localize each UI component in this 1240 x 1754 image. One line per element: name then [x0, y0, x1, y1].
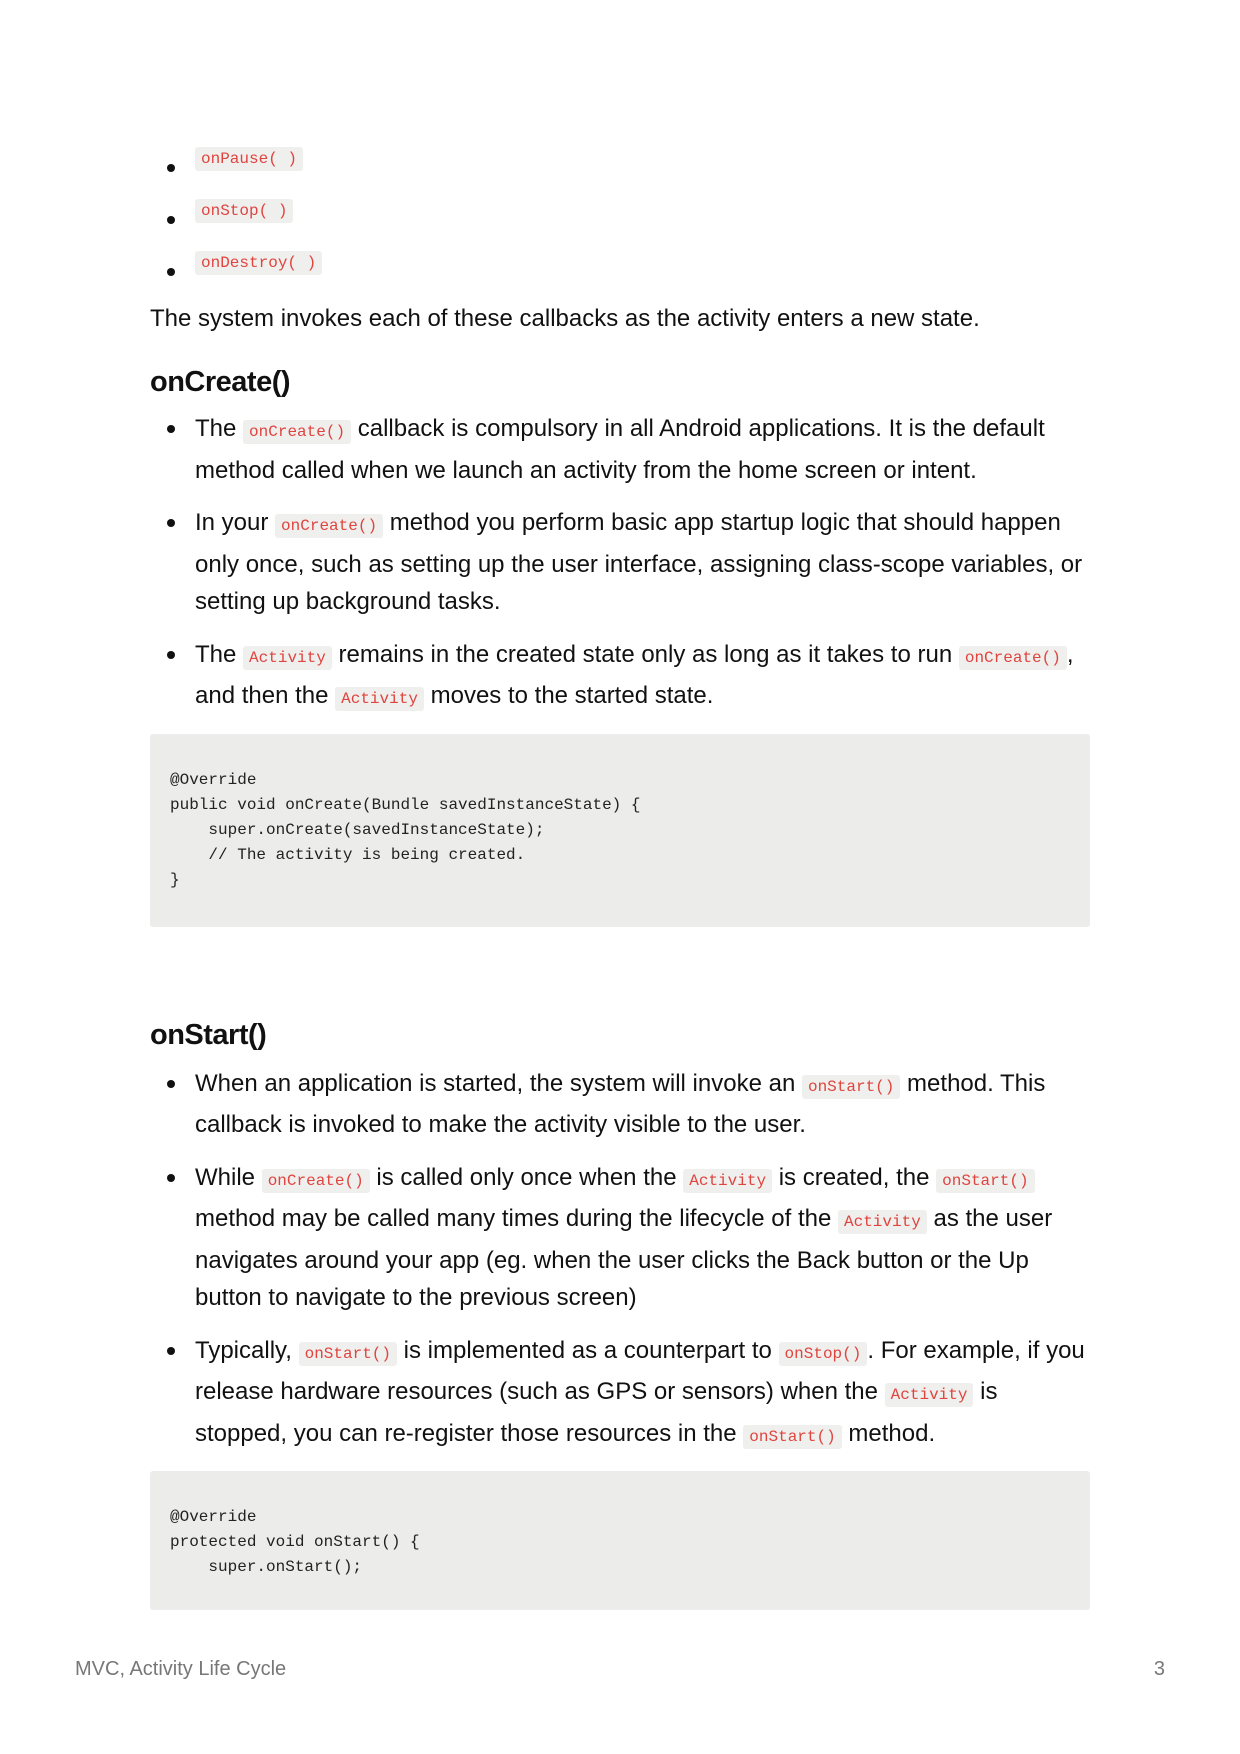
- inline-code: onCreate(): [275, 514, 383, 538]
- text: is created, the: [772, 1163, 937, 1191]
- text: The: [195, 415, 244, 442]
- text: In your: [195, 509, 276, 536]
- text: as the user navigates around your app (eg. when the user clicks the Back button or the Up button to navigate to the previous screen): [195, 1205, 1053, 1311]
- text: When an application is started, the system will invoke an: [195, 1069, 802, 1097]
- inline-code: onCreate(): [959, 646, 1067, 670]
- oncreate-code-block: @Override public void onCreate(Bundle savedInstanceState) { super.onCreate(savedInstanceState); // The activity is being created. }: [150, 734, 1090, 927]
- inline-code: onPause( ): [195, 147, 303, 171]
- inline-code: Activity: [243, 646, 332, 670]
- text: method you perform basic app startup logic that should happen only once, such as setting up the user interface, assigning class-scope variables, or setting up background tasks.: [195, 509, 1083, 615]
- text: While: [195, 1163, 262, 1191]
- text: method.: [841, 1419, 936, 1447]
- text: callback is compulsory in all Android applications. It is the default method called when we launch an activity from the home screen or intent.: [195, 415, 1045, 484]
- text: , and then the: [195, 640, 1074, 709]
- lifecycle-callback-list: [150, 150, 1090, 306]
- list-item: [150, 202, 1090, 254]
- text: The: [195, 640, 244, 668]
- onstart-code-block: @Override protected void onStart() { super.onStart();: [150, 1471, 1090, 1610]
- inline-code: onStop(): [779, 1342, 868, 1366]
- text: is called only once when the: [369, 1163, 684, 1191]
- inline-code: onDestroy( ): [195, 251, 322, 275]
- inline-code: Activity: [335, 687, 424, 711]
- list-item: [150, 254, 1090, 306]
- inline-code: onStart(): [802, 1075, 900, 1099]
- text: method may be called many times during the lifecycle of the: [195, 1205, 838, 1232]
- inline-code: onCreate(): [262, 1169, 370, 1193]
- list-item: [150, 1332, 1090, 1457]
- onstart-list: [150, 1065, 1090, 1457]
- onstart-heading: onStart(): [150, 1018, 267, 1051]
- inline-code: Activity: [885, 1383, 974, 1407]
- text: remains in the created state only as long as it takes to run: [331, 640, 959, 668]
- oncreate-list: [150, 410, 1090, 719]
- list-item: [150, 410, 1090, 489]
- page-content: [150, 150, 1090, 1610]
- text: is stopped, you can re-register those resources in the: [195, 1378, 998, 1447]
- page-number: 3: [1153, 1658, 1165, 1680]
- inline-code: onStop( ): [195, 199, 293, 223]
- list-item: [150, 504, 1090, 621]
- inline-code: onStart(): [936, 1169, 1034, 1193]
- intro-paragraph: The system invokes each of these callbacks as the activity enters a new state.: [150, 305, 980, 332]
- text: is implemented as a counterpart to: [397, 1336, 779, 1364]
- list-item: [150, 1159, 1090, 1317]
- list-item: [150, 1065, 1090, 1144]
- list-item: [150, 636, 1090, 719]
- list-item: [150, 150, 1090, 202]
- oncreate-heading: onCreate(): [150, 366, 291, 398]
- inline-code: onStart(): [743, 1425, 841, 1449]
- inline-code: onCreate(): [243, 420, 351, 444]
- inline-code: Activity: [838, 1210, 927, 1234]
- text: Typically,: [195, 1336, 299, 1364]
- text: method. This callback is invoked to make the activity visible to the user.: [195, 1069, 1046, 1138]
- inline-code: onStart(): [299, 1342, 397, 1366]
- inline-code: Activity: [683, 1169, 772, 1193]
- footer-title: MVC, Activity Life Cycle: [75, 1658, 287, 1680]
- text: moves to the started state.: [423, 682, 714, 709]
- text: . For example, if you release hardware resources (such as GPS or sensors) when the: [195, 1336, 1085, 1405]
